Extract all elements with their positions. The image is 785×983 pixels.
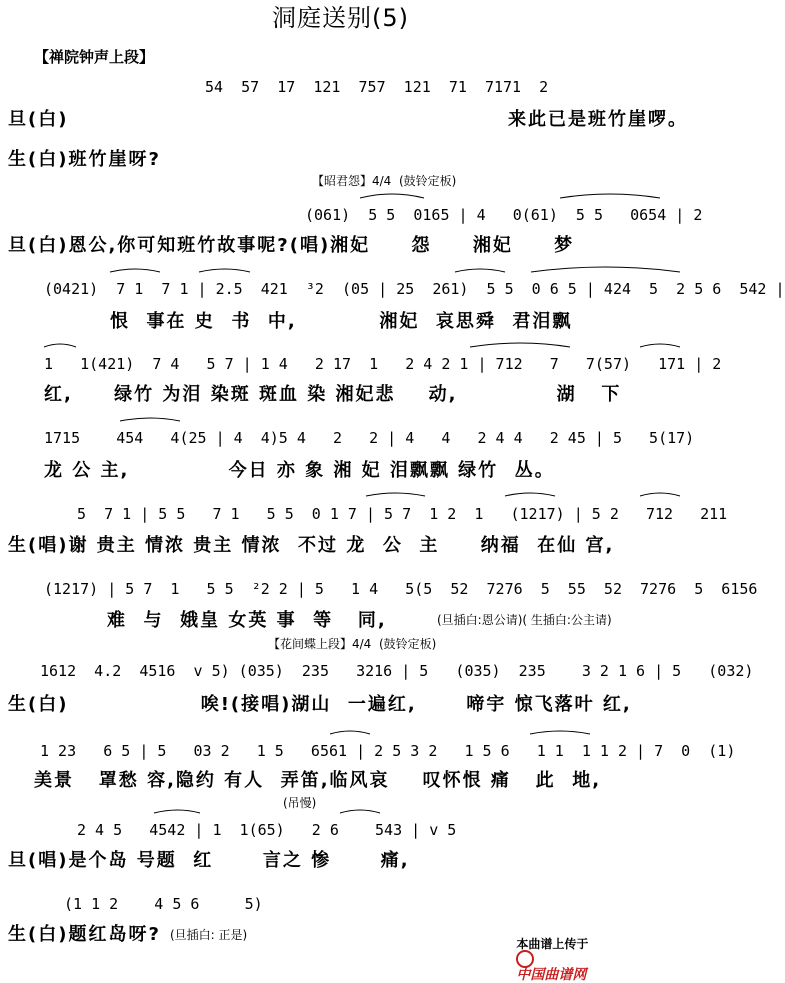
lyric-line: 生(白) 唉!(接唱)湖山 一遍红, 啼宇 惊飞落叶 红,	[8, 694, 632, 715]
footer	[508, 926, 588, 982]
lyric-line: 旦(唱)是个岛 号题 红 言之 惨 痛,	[8, 850, 410, 871]
annotation: 【禅院钟声上段】	[34, 48, 155, 66]
lyric-line: 旦(白)	[8, 109, 69, 130]
lyric-line: 生(白)题红岛呀?	[8, 924, 161, 945]
lyric-line: 红, 绿竹 为泪 染斑 斑血 染 湘妃悲 动, 湖 下	[44, 384, 622, 405]
lyric-line: 恨 事在 史 书 中, 湘妃 哀思舜 君泪飘	[110, 311, 573, 332]
annotation: (旦插白: 正是)	[170, 928, 248, 942]
notation-line: 2 4 5 4542 | 1 1(65) 2 6 543 | v 5	[77, 821, 457, 839]
notation-line: (1217) | 5 7 1 5 5 ²2 2 | 5 1 4 5(5 52 7276 5 55 52 7276 5 6156	[44, 580, 758, 598]
lyric-line: 旦(白)恩公,你可知班竹故事呢?(唱)湘妃 怨 湘妃 梦	[8, 235, 575, 256]
lyric-line: 难 与 娥皇 女英 事 等 同,	[107, 610, 387, 631]
annotation: 【花间蝶上段】4/4 (鼓铃定板)	[268, 637, 437, 651]
lyric-line: 生(白)班竹崖呀?	[8, 149, 161, 170]
lyric-line: 龙 公 主, 今日 亦 象 湘 妃 泪飘飘 绿竹 丛。	[44, 460, 555, 481]
notation-line: 54 57 17 121 757 121 71 7171 2	[205, 78, 549, 96]
lyric-line: 来此已是班竹崖啰。	[508, 109, 688, 130]
annotation: (旦插白:恩公请)( 生插白:公主请)	[437, 613, 612, 627]
score-title: 洞庭送别(5)	[272, 4, 409, 32]
annotation: (吊慢)	[283, 796, 317, 810]
notation-line: 1612 4.2 4516 v 5) (035) 235 3216 | 5 (035) 235 3 2 1 6 | 5 (032)	[40, 662, 754, 680]
footer-text: 本曲谱上传于	[516, 937, 589, 951]
notation-line: (0421) 7 1 7 1 | 2.5 421 ³2 (05 | 25 261) 5 5 0 6 5 | 424 5 2 5 6 542 |	[44, 280, 785, 298]
site-logo-icon	[516, 950, 534, 968]
lyric-line: 生(唱)谢 贵主 情浓 贵主 情浓 不过 龙 公 主 纳福 在仙 宫,	[8, 535, 615, 556]
annotation: 【昭君怨】4/4 (鼓铃定板)	[312, 174, 457, 188]
lyric-line: 美景 罩愁 容,隐约 有人 弄笛,临风哀 叹怀恨 痛 此 地,	[34, 770, 602, 791]
notation-line: (1 1 2 4 5 6 5)	[64, 895, 263, 913]
notation-line: (061) 5 5 0165 | 4 0(61) 5 5 0654 | 2	[305, 206, 703, 224]
footer-brand: 中国曲谱网	[516, 967, 587, 983]
notation-line: 1 1(421) 7 4 5 7 | 1 4 2 17 1 2 4 2 1 | 712 7 7(57) 171 | 2	[44, 355, 722, 373]
notation-line: 1 23 6 5 | 5 03 2 1 5 6561 | 2 5 3 2 1 5 6 1 1 1 1 2 | 7 0 (1)	[40, 742, 736, 760]
notation-line: 5 7 1 | 5 5 7 1 5 5 0 1 7 | 5 7 1 2 1 (1217) | 5 2 712 211	[77, 505, 728, 523]
notation-line: 1715 454 4(25 | 4 4)5 4 2 2 | 4 4 2 4 4 2 45 | 5 5(17)	[44, 429, 695, 447]
